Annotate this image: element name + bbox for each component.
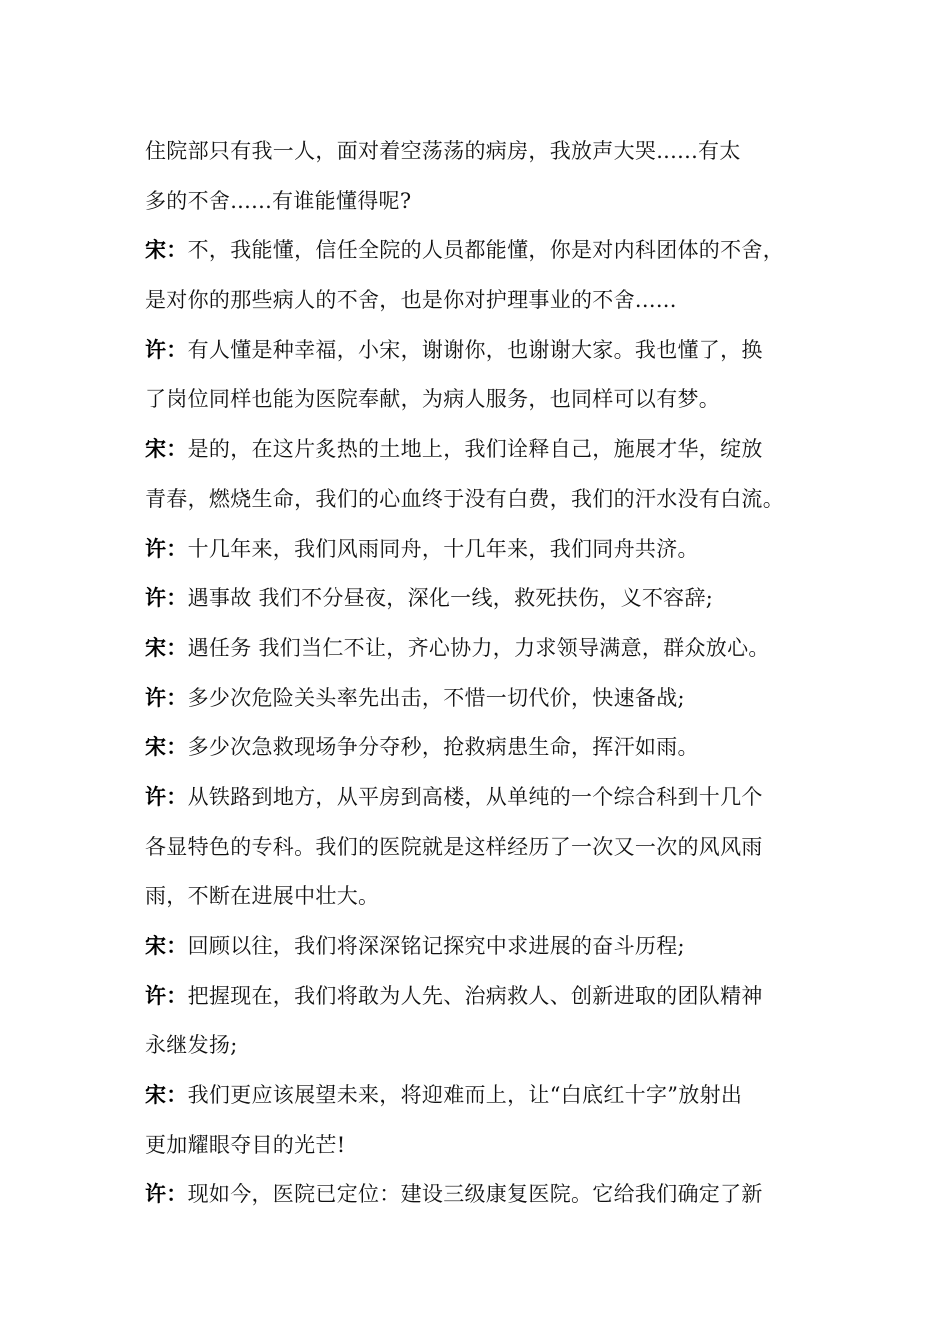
speaker-label: 许： — [145, 1182, 188, 1207]
line-text: 各显特色的专科。我们的医院就是这样经历了一次又一次的风风雨 — [145, 834, 763, 859]
text-line — [145, 1076, 825, 1126]
line-text: 不，我能懂，信任全院的人员都能懂，你是对内科团体的不舍， — [187, 238, 785, 263]
line-text: 是对你的那些病人的不舍，也是你对护理事业的不舍...... — [145, 288, 677, 313]
text-line — [145, 977, 825, 1027]
text-line — [145, 1126, 825, 1176]
line-text: 是的，在这片炙热的土地上，我们诠释自己，施展才华，绽放 — [187, 437, 763, 462]
line-text: 青春，燃烧生命，我们的心血终于没有白费，我们的汗水没有白流。 — [145, 486, 784, 511]
line-text: 住院部只有我一人，面对着空荡荡的病房，我放声大哭......有太 — [145, 139, 741, 163]
text-line — [145, 231, 825, 281]
text-line — [145, 728, 825, 778]
text-line — [145, 679, 825, 729]
text-line — [145, 877, 825, 927]
text-line — [145, 927, 825, 977]
line-text: 现如今，医院已定位：建设三级康复医院。它给我们确定了新 — [187, 1182, 763, 1207]
speaker-label: 许： — [145, 685, 188, 710]
line-text: 雨，不断在进展中壮大。 — [145, 884, 380, 909]
text-line — [145, 828, 825, 878]
line-text: 遇任务 我们当仁不让，齐心协力，力求领导满意，群众放心。 — [187, 635, 770, 660]
line-text: 把握现在，我们将敢为人先、治病救人、创新进取的团队精神 — [187, 983, 763, 1008]
text-line — [145, 629, 825, 679]
speaker-label: 许： — [145, 784, 188, 809]
line-text: 十几年来，我们风雨同舟，十几年来，我们同舟共济。 — [187, 536, 699, 561]
text-line — [145, 480, 825, 530]
text-line — [145, 530, 825, 580]
speaker-label: 宋： — [145, 437, 188, 462]
text-line — [145, 1175, 825, 1225]
line-text: 有人懂是种幸福，小宋，谢谢你，也谢谢大家。我也懂了，换 — [187, 337, 763, 362]
text-line — [145, 281, 825, 331]
text-line — [145, 182, 825, 232]
line-text: 更加耀眼夺目的光芒! — [145, 1132, 346, 1157]
speaker-label: 宋： — [145, 238, 188, 263]
text-line — [145, 331, 825, 381]
line-text: 多少次急救现场争分夺秒，抢救病患生命，挥汗如雨。 — [187, 735, 699, 760]
speaker-label: 许： — [145, 536, 188, 561]
text-line — [145, 380, 825, 430]
line-text: 回顾以往，我们将深深铭记探究中求进展的奋斗历程; — [187, 934, 685, 958]
text-line — [145, 430, 825, 480]
speaker-label: 宋： — [145, 1083, 188, 1108]
speaker-label: 许： — [145, 337, 188, 362]
line-text: 永继发扬; — [145, 1033, 238, 1058]
line-text: 从铁路到地方，从平房到高楼，从单纯的一个综合科到十几个 — [187, 784, 763, 809]
text-line — [145, 778, 825, 828]
document-body — [145, 132, 825, 1225]
line-text: 我们更应该展望未来，将迎难而上，让“白底红十字”放射出 — [187, 1083, 743, 1108]
speaker-label: 宋： — [145, 635, 188, 660]
line-text: 多的不舍......有谁能懂得呢? — [145, 188, 412, 213]
speaker-label: 宋： — [145, 735, 188, 760]
speaker-label: 许： — [145, 586, 188, 611]
line-text: 多少次危险关头率先出击，不惜一切代价，快速备战; — [187, 685, 685, 710]
speaker-label: 宋： — [145, 934, 188, 958]
text-line — [145, 1026, 825, 1076]
line-text: 了岗位同样也能为医院奉献，为病人服务，也同样可以有梦。 — [145, 387, 721, 412]
text-line — [145, 132, 825, 182]
text-line — [145, 579, 825, 629]
line-text: 遇事故 我们不分昼夜，深化一线，救死扶伤，义不容辞; — [187, 586, 714, 611]
speaker-label: 许： — [145, 983, 188, 1008]
